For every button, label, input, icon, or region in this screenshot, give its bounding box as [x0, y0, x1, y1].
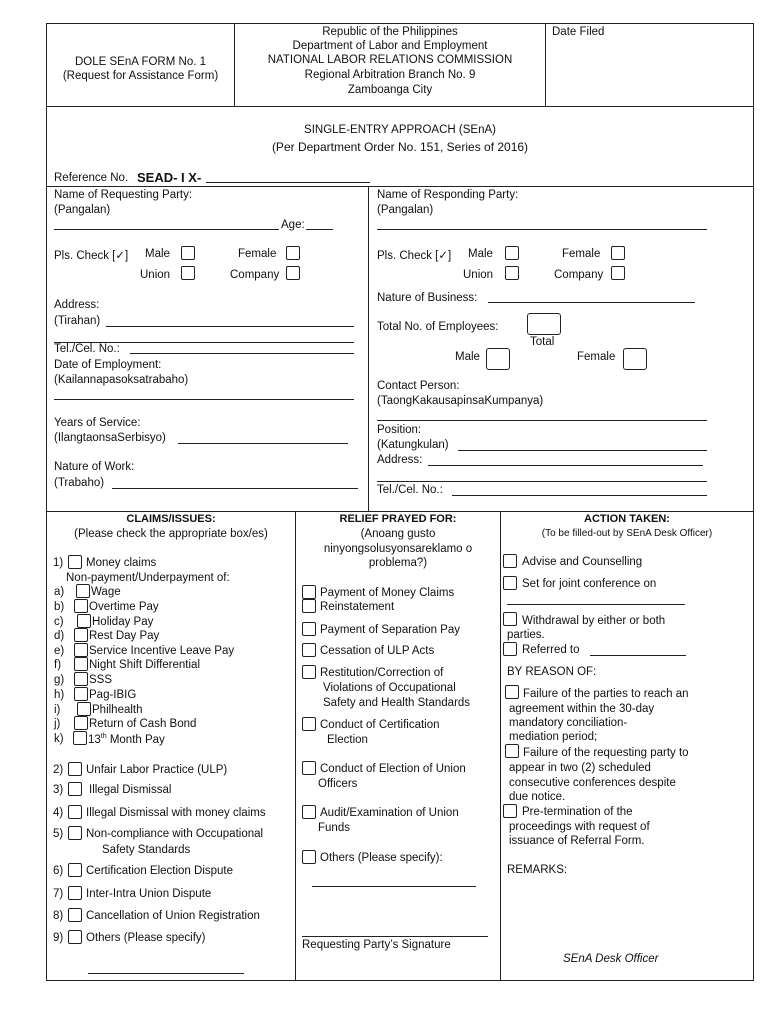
requesting-name-tl: (Pangalan) — [54, 204, 111, 216]
requesting-male-label: Male — [145, 248, 170, 260]
claims-divider-1 — [295, 511, 296, 981]
requesting-tel-input[interactable] — [130, 353, 354, 354]
claim-other-label: Illegal Dismissal — [89, 784, 172, 796]
claim-item-checkbox[interactable] — [77, 702, 91, 716]
claim-money-checkbox[interactable] — [68, 555, 82, 569]
claim-item-letter: b) — [54, 601, 65, 613]
header-divider-2 — [545, 23, 546, 107]
action-referred-input[interactable] — [590, 655, 686, 656]
claims-subtitle: (Please check the appropriate box/es) — [74, 528, 268, 540]
claim-item-letter: c) — [54, 616, 64, 628]
claim-other-number: 5) — [53, 828, 64, 840]
claim-other-checkbox[interactable] — [68, 908, 82, 922]
contact-label: Contact Person: — [377, 380, 460, 392]
relief-others-input[interactable] — [312, 886, 476, 887]
relief-checkbox[interactable] — [302, 850, 316, 864]
header-bottom — [46, 106, 754, 107]
claim-item-label: Overtime Pay — [89, 601, 159, 613]
action-withdrawal-label: Withdrawal by either or both — [522, 615, 666, 627]
claim-other-label: Others (Please specify) — [86, 932, 206, 944]
total-employees-box[interactable] — [527, 313, 561, 335]
requesting-union-checkbox[interactable] — [181, 266, 195, 280]
action-advise-label: Advise and Counselling — [522, 556, 643, 568]
requesting-name-label: Name of Requesting Party: — [54, 189, 193, 201]
claim-item-letter: g) — [54, 674, 65, 686]
form-subtitle: (Request for Assistance Form) — [62, 70, 219, 82]
relief-label: Audit/Examination of Union — [320, 807, 459, 819]
claim-other-number: 7) — [53, 888, 64, 900]
relief-audit-line2: Funds — [318, 822, 350, 834]
claim-other-label: Inter-Intra Union Dispute — [86, 888, 212, 900]
city-line: Zamboanga City — [347, 84, 433, 96]
action-fail1-line1: Failure of the parties to reach an — [523, 688, 689, 700]
frame-bottom — [46, 980, 754, 981]
responding-address-input[interactable] — [428, 465, 703, 466]
requesting-male-checkbox[interactable] — [181, 246, 195, 260]
remarks-label: REMARKS: — [507, 864, 568, 876]
age-label: Age: — [281, 219, 305, 231]
requesting-address-label: Address: — [54, 299, 100, 311]
claim-item-letter: d) — [54, 630, 65, 642]
parties-top — [46, 186, 754, 187]
responding-name-tl: (Pangalan) — [377, 204, 434, 216]
responding-company-checkbox[interactable] — [611, 266, 625, 280]
date-filed-label: Date Filed — [552, 26, 605, 38]
claim-item-label: Pag-IBIG — [89, 689, 137, 701]
action-fail2-checkbox[interactable] — [505, 744, 519, 758]
department-line: Department of Labor and Employment — [292, 40, 488, 52]
requesting-tel-label: Tel./Cel. No.: — [54, 343, 120, 355]
claim-item-letter: a) — [54, 586, 65, 598]
claims-title: CLAIMS/ISSUES: — [126, 513, 216, 525]
position-tl: (Katungkulan) — [377, 439, 449, 451]
reference-prefix: SEAD- I X- — [137, 170, 202, 185]
action-pre-line2: proceedings with request of — [509, 821, 650, 833]
action-parties-label: parties. — [507, 629, 545, 641]
claim-item-label: SSS — [89, 674, 113, 686]
requesting-company-label: Company — [230, 269, 280, 281]
responding-check-label: Pls. Check [✓] — [377, 250, 452, 262]
responding-male-label: Male — [468, 248, 493, 260]
form-number: DOLE SEnA FORM No. 1 — [74, 56, 206, 68]
reference-input[interactable] — [206, 182, 370, 183]
action-fail2-line4: due notice. — [509, 791, 566, 803]
responding-female-checkbox[interactable] — [611, 246, 625, 260]
claim-item-letter: h) — [54, 689, 65, 701]
action-fail1-line4: mediation period; — [509, 731, 598, 743]
responding-tel-label: Tel./Cel. No.: — [377, 484, 443, 496]
requesting-address-tl: (Tirahan) — [54, 315, 101, 327]
claim-item-label: Rest Day Pay — [89, 630, 160, 642]
action-referred-checkbox[interactable] — [503, 642, 517, 656]
claim-item-checkbox[interactable] — [73, 731, 87, 745]
action-fail2-line1: Failure of the requesting party to — [523, 747, 689, 759]
claim-other-label: Illegal Dismissal with money claims — [86, 807, 266, 819]
relief-sub3: problema?) — [368, 557, 428, 569]
action-pre-line3: issuance of Referral Form. — [509, 835, 645, 847]
claim-item-label: Wage — [91, 586, 121, 598]
relief-label: Payment of Separation Pay — [320, 624, 460, 636]
relief-election-line2: Officers — [318, 778, 358, 790]
relief-sub1: (Anoang gusto — [360, 528, 436, 540]
requesting-female-label: Female — [238, 248, 277, 260]
relief-restitution-line3: Safety and Health Standards — [323, 697, 471, 709]
requesting-check-label: Pls. Check [✓] — [54, 250, 129, 262]
position-input[interactable] — [458, 450, 707, 451]
claim-other-checkbox[interactable] — [68, 886, 82, 900]
claim-item-label: 13th Month Pay — [88, 733, 165, 746]
yos-tl: (IlangtaonsaSerbisyo) — [54, 432, 166, 444]
claim-item-checkbox[interactable] — [74, 687, 88, 701]
contact-tl: (TaongKakausapinsaKumpanya) — [377, 395, 544, 407]
frame-top — [46, 23, 754, 24]
female-employees-label: Female — [577, 351, 616, 363]
relief-label: Others (Please specify): — [320, 852, 443, 864]
now-label: Nature of Work: — [54, 461, 135, 473]
claim-item-letter: j) — [54, 718, 61, 730]
action-title: ACTION TAKEN: — [584, 513, 670, 525]
action-joint-input[interactable] — [507, 604, 685, 605]
claim-item5-line2: Safety Standards — [102, 844, 191, 856]
republic-line: Republic of the Philippines — [322, 26, 458, 38]
responding-address-input-2[interactable] — [377, 481, 707, 482]
now-tl: (Trabaho) — [54, 477, 105, 489]
claim-other-label: Non-compliance with Occupational — [86, 828, 264, 840]
relief-checkbox[interactable] — [302, 643, 316, 657]
claim-item-checkbox[interactable] — [74, 628, 88, 642]
male-employees-box[interactable] — [486, 348, 510, 370]
action-referred-label: Referred to — [522, 644, 580, 656]
branch-line: Regional Arbitration Branch No. 9 — [304, 69, 476, 81]
reference-label: Reference No. — [54, 172, 129, 184]
male-employees-label: Male — [455, 351, 480, 363]
claim-other-checkbox[interactable] — [68, 805, 82, 819]
signature-label: Requesting Party’s Signature — [302, 939, 451, 951]
relief-label: Conduct of Certification — [320, 719, 440, 731]
doe-input[interactable] — [54, 399, 354, 400]
action-fail1-line2: agreement within the 30-day — [509, 703, 655, 715]
claim-other-number: 4) — [53, 807, 64, 819]
claim-other-number: 2) — [53, 764, 64, 776]
relief-checkbox[interactable] — [302, 805, 316, 819]
female-employees-box[interactable] — [623, 348, 647, 370]
claim-other-number: 6) — [53, 865, 64, 877]
responding-union-label: Union — [463, 269, 494, 281]
relief-checkbox[interactable] — [302, 761, 316, 775]
requesting-address-input[interactable] — [106, 326, 354, 327]
claim-other-number: 3) — [53, 784, 64, 796]
claim-other-label: Unfair Labor Practice (ULP) — [86, 764, 228, 776]
action-joint-label: Set for joint conference on — [522, 578, 657, 590]
action-fail2-line2: appear in two (2) scheduled — [509, 762, 651, 774]
now-input[interactable] — [112, 488, 358, 489]
commission-line: NATIONAL LABOR RELATIONS COMMISSION — [267, 54, 513, 66]
employees-label: Total No. of Employees: — [377, 321, 499, 333]
action-pre-line1: Pre-termination of the — [522, 806, 633, 818]
claim-item-checkbox[interactable] — [74, 599, 88, 613]
claim-item-letter: f) — [54, 659, 62, 671]
requesting-female-checkbox[interactable] — [286, 246, 300, 260]
claim-others-input[interactable] — [88, 973, 244, 974]
responding-address-label: Address: — [377, 454, 423, 466]
doe-label: Date of Employment: — [54, 359, 162, 371]
claim-item-label: Philhealth — [92, 704, 143, 716]
claim-other-label: Cancellation of Union Registration — [86, 910, 260, 922]
responding-female-label: Female — [562, 248, 601, 260]
requesting-union-label: Union — [140, 269, 171, 281]
claim-item-label: Return of Cash Bond — [89, 718, 197, 730]
action-advise-checkbox[interactable] — [503, 554, 517, 568]
relief-label: Payment of Money Claims — [320, 587, 455, 599]
requesting-company-checkbox[interactable] — [286, 266, 300, 280]
responding-male-checkbox[interactable] — [505, 246, 519, 260]
action-reason-label: BY REASON OF: — [507, 666, 597, 678]
yos-label: Years of Service: — [54, 417, 141, 429]
claim-item-checkbox[interactable] — [76, 584, 90, 598]
relief-label: Conduct of Election of Union — [320, 763, 466, 775]
parties-divider — [368, 186, 369, 512]
action-pre-checkbox[interactable] — [503, 804, 517, 818]
responding-name-input[interactable] — [377, 229, 707, 230]
relief-label: Reinstatement — [320, 601, 395, 613]
sena-order: (Per Department Order No. 151, Series of 2016) — [271, 140, 529, 154]
claim-other-checkbox[interactable] — [68, 930, 82, 944]
doe-tl: (Kailannapasoksatrabaho) — [54, 374, 189, 386]
claim-item-checkbox[interactable] — [74, 672, 88, 686]
frame-right — [753, 23, 754, 981]
relief-title: RELIEF PRAYED FOR: — [339, 513, 457, 525]
responding-tel-input[interactable] — [452, 495, 707, 496]
claims-divider-2 — [500, 511, 501, 981]
claim-item-checkbox[interactable] — [74, 716, 88, 730]
nob-label: Nature of Business: — [377, 292, 478, 304]
relief-cert-line2: Election — [327, 734, 368, 746]
claim-other-checkbox[interactable] — [68, 826, 82, 840]
claim-other-checkbox[interactable] — [68, 863, 82, 877]
age-input[interactable] — [306, 229, 333, 230]
action-subtitle: (To be filled-out by SEnA Desk Officer) — [541, 528, 713, 539]
yos-input[interactable] — [178, 443, 348, 444]
claim-item-label: Night Shift Differential — [89, 659, 201, 671]
claim-item-letter: k) — [54, 733, 64, 745]
claim-other-number: 9) — [53, 932, 64, 944]
relief-restitution-line2: Violations of Occupational — [323, 682, 456, 694]
claim-money-label: Money claims — [86, 557, 157, 569]
relief-sub2: ninyongsolusyonsareklamo o — [323, 543, 473, 555]
claim-money-num: 1) — [53, 557, 64, 569]
responding-name-label: Name of Responding Party: — [377, 189, 519, 201]
desk-officer-label: SEnA Desk Officer — [563, 953, 659, 965]
claim-item-checkbox[interactable] — [74, 643, 88, 657]
relief-checkbox[interactable] — [302, 665, 316, 679]
action-fail1-line3: mandatory conciliation- — [509, 717, 628, 729]
claim-item-checkbox[interactable] — [77, 614, 91, 628]
sena-title: SINGLE-ENTRY APPROACH (SEnA) — [304, 124, 496, 136]
relief-label: Restitution/Correction of — [320, 667, 444, 679]
relief-label: Cessation of ULP Acts — [320, 645, 435, 657]
claim-other-checkbox[interactable] — [68, 762, 82, 776]
claim-other-checkbox[interactable] — [68, 782, 82, 796]
relief-checkbox[interactable] — [302, 717, 316, 731]
claim-nonpayment-label: Non-payment/Underpayment of: — [66, 572, 230, 584]
claim-item-label: Service Incentive Leave Pay — [89, 645, 235, 657]
position-label: Position: — [377, 424, 422, 436]
relief-checkbox[interactable] — [302, 585, 316, 599]
relief-checkbox[interactable] — [302, 622, 316, 636]
claim-item-checkbox[interactable] — [74, 657, 88, 671]
claim-other-number: 8) — [53, 910, 64, 922]
claim-other-label: Certification Election Dispute — [86, 865, 234, 877]
total-label: Total — [530, 336, 555, 348]
action-joint-checkbox[interactable] — [503, 576, 517, 590]
responding-union-checkbox[interactable] — [505, 266, 519, 280]
frame-left — [46, 23, 47, 981]
claim-item-letter: e) — [54, 645, 65, 657]
action-withdrawal-checkbox[interactable] — [503, 612, 517, 626]
relief-checkbox[interactable] — [302, 599, 316, 613]
claim-item-label: Holiday Pay — [92, 616, 154, 628]
action-fail2-line3: consecutive conferences despite — [509, 777, 676, 789]
requesting-name-input[interactable] — [54, 229, 279, 230]
contact-input[interactable] — [377, 420, 707, 421]
claim-item-letter: i) — [54, 704, 61, 716]
nob-input[interactable] — [488, 302, 695, 303]
responding-company-label: Company — [554, 269, 604, 281]
signature-line[interactable] — [302, 936, 488, 937]
action-fail1-checkbox[interactable] — [505, 685, 519, 699]
